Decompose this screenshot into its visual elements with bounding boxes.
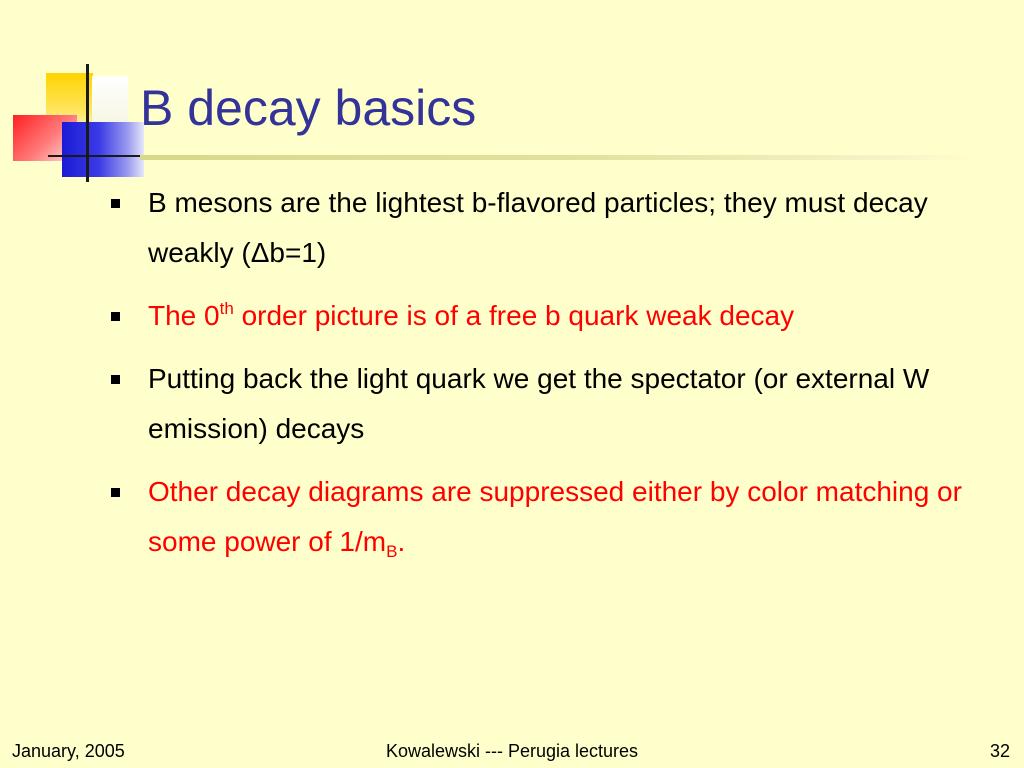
bullet-square-icon — [111, 312, 120, 321]
bullet-square-icon — [111, 199, 120, 208]
bullet-text-end: order picture is of a free b quark weak decay — [233, 300, 795, 331]
subscript-b: B — [386, 542, 398, 561]
bullet-text: B mesons are the lightest b-flavored particles; they must decay weakly (Δb=1) — [148, 187, 928, 268]
bullet-square-icon — [111, 375, 120, 384]
bullet-item-1 — [108, 178, 978, 278]
bullet-item-4 — [108, 467, 978, 567]
bullet-item-2 — [108, 291, 978, 341]
bullet-text-start: The 0 — [148, 300, 220, 331]
bullet-text-end: . — [397, 526, 406, 557]
bullet-text: Putting back the light quark we get the spectator (or external W emission) decays — [148, 363, 930, 444]
footer-author: Kowalewski --- Perugia lectures — [385, 741, 639, 761]
footer-page-number: 32 — [989, 741, 1010, 761]
superscript-th: th — [219, 299, 234, 318]
footer-date: January, 2005 — [12, 741, 125, 761]
bullet-item-3 — [108, 354, 978, 454]
logo-horizontal-line — [48, 155, 140, 157]
bullet-list — [108, 178, 978, 580]
logo-vertical-line — [86, 64, 89, 182]
logo-blue-square — [62, 122, 144, 177]
logo-white-square — [92, 76, 128, 124]
slide-title: B decay basics — [140, 80, 477, 136]
bullet-text-start: Other decay diagrams are suppressed either by color matching or some power of 1/m — [148, 476, 962, 557]
bullet-square-icon — [111, 488, 120, 497]
title-underline — [140, 155, 974, 160]
